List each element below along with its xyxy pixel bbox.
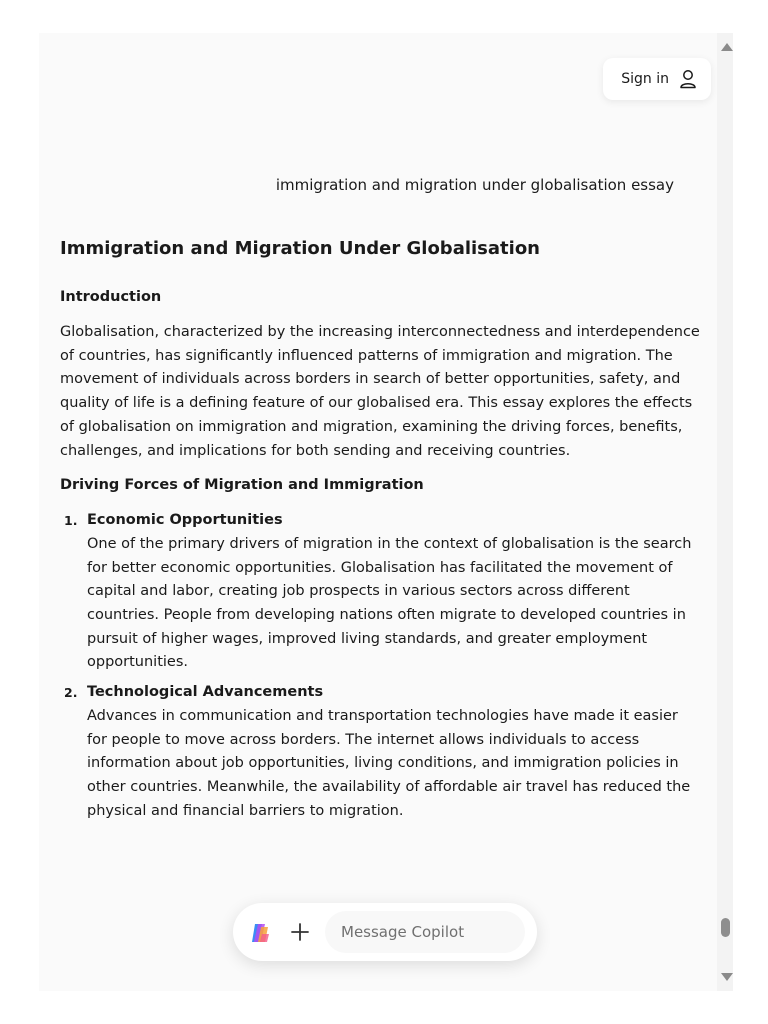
sign-in-button[interactable] [603, 58, 711, 100]
scroll-down-icon[interactable] [721, 973, 733, 981]
user-message: immigration and migration under globalisation essay [275, 176, 674, 194]
chat-panel [39, 33, 717, 991]
user-icon [679, 69, 697, 89]
list-item-text: Advances in communication and transportation technologies have made it easier for people to move across borders. The internet allows individuals to access information about job opportunities, living conditions, and immigration policies in other countries. Meanwhile, the availability of affordable air travel has reduced the physical and financial barriers to migration. [87, 707, 691, 819]
scroll-thumb[interactable] [721, 918, 730, 937]
list-item-title: Technological Advancements [87, 684, 324, 701]
list-number: 2. [64, 685, 78, 701]
list-item [60, 681, 700, 823]
copilot-logo-icon[interactable] [249, 922, 271, 944]
assistant-response [60, 233, 700, 829]
forces-heading: Driving Forces of Migration and Immigration [60, 477, 424, 494]
list-item-title: Economic Opportunities [87, 512, 283, 529]
plus-icon[interactable] [289, 921, 311, 943]
forces-list [60, 509, 700, 823]
sign-in-label: Sign in [621, 71, 669, 87]
scroll-up-icon[interactable] [721, 43, 733, 51]
message-composer [233, 903, 537, 961]
essay-title: Immigration and Migration Under Globalisation [60, 238, 540, 259]
intro-paragraph: Globalisation, characterized by the increasing interconnectedness and interdependence of countries, has significantly influenced patterns of immigration and migration. The movement of individuals across borders in search of better opportunities, safety, and quality of life is a defining feature of our globalised era. This essay explores the effects of globalisation on immigration and migration, examining the driving forces, benefits, challenges, and implications for both sending and receiving countries. [60, 324, 700, 459]
list-item-text: One of the primary drivers of migration in the context of globalisation is the search for better economic opportunities. Globalisation has facilitated the movement of capital and labor, creating job prospects in various sectors across different countries. People from developing nations often migrate to developed countries in pursuit of higher wages, improved living standards, and greater employment opportunities. [87, 535, 692, 671]
list-item [60, 509, 700, 675]
scrollbar[interactable] [717, 33, 733, 991]
message-input[interactable] [325, 911, 525, 953]
list-number: 1. [64, 513, 78, 529]
intro-heading: Introduction [60, 289, 162, 305]
